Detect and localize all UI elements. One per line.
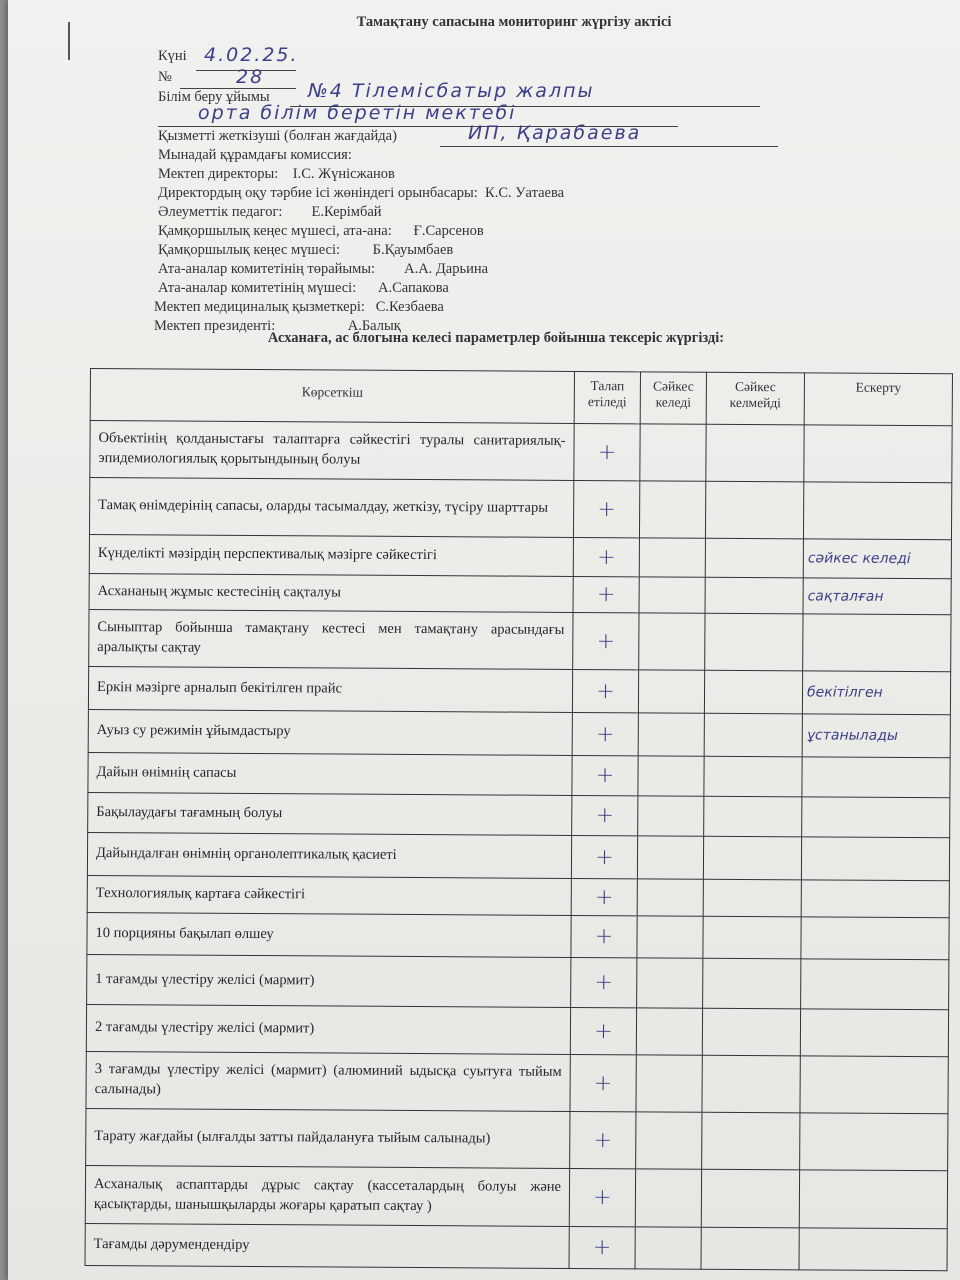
- table-row: [85, 1223, 947, 1270]
- table-row: [88, 666, 950, 714]
- table-row: [87, 832, 949, 880]
- col-compliant-header: Сәйкес келеді: [640, 372, 706, 424]
- commission-member: Мектеп президенті: А.Балық: [154, 318, 401, 334]
- table-row: [86, 1108, 948, 1170]
- table-row: [87, 912, 949, 959]
- compliant-cell: [637, 958, 703, 1008]
- indicator-cell: Асханалық аспаптарды дұрыс сақтау (кассеталардың болуы және қасықтарды, шанышқыларды жоғары қаратып сақтау ): [85, 1165, 569, 1226]
- compliant-cell: [637, 836, 703, 879]
- noncompliant-cell: [701, 1169, 799, 1228]
- noncompliant-cell: [704, 670, 802, 714]
- indicator-cell: Ауыз су режимін ұйымдастыру: [88, 709, 572, 755]
- noncompliant-cell: [702, 1008, 800, 1056]
- note-cell: [802, 757, 950, 798]
- noncompliant-cell: [705, 481, 803, 539]
- commission-member: Ата-аналар комитетінің мүшесі: А.Сапакова: [158, 280, 449, 296]
- required-cell: +: [573, 537, 639, 576]
- school-value-line2: орта білім беретін мектебі: [198, 102, 517, 124]
- required-cell: +: [569, 1226, 635, 1268]
- compliant-cell: [639, 481, 705, 538]
- supplier-value: ИП, Қарабаева: [468, 122, 642, 144]
- required-cell: +: [572, 755, 638, 795]
- indicator-cell: Тамақ өнімдерінің сапасы, оларды тасымалдау, жеткізу, түсіру шарттары: [89, 478, 573, 538]
- required-cell: +: [570, 1054, 636, 1111]
- compliant-cell: [637, 879, 703, 916]
- table-row: [85, 1165, 947, 1228]
- required-cell: +: [573, 612, 639, 669]
- table-row: [88, 792, 950, 837]
- compliant-cell: [637, 916, 703, 958]
- noncompliant-cell: [702, 1055, 800, 1113]
- number-value: 28: [236, 66, 265, 88]
- required-cell: +: [571, 915, 637, 957]
- required-cell: +: [573, 576, 639, 612]
- note-cell: [801, 837, 949, 881]
- compliant-cell: [638, 756, 704, 796]
- noncompliant-cell: [703, 916, 801, 959]
- school-label: Білім беру ұйымы: [158, 89, 270, 105]
- commission-member: Мектеп медициналық қызметкері: С.Кезбаева: [154, 299, 444, 315]
- required-cell: +: [571, 957, 637, 1007]
- compliant-cell: [636, 1112, 702, 1169]
- commission-member: Ата-аналар комитетінің төрайымы: А.А. Дарьина: [158, 261, 489, 277]
- indicator-cell: Дайын өнімнің сапасы: [88, 752, 572, 795]
- required-cell: +: [572, 669, 638, 712]
- commission-member: Қамқоршылық кеңес мүшесі: Б.Қауымбаев: [158, 242, 454, 258]
- note-cell: [803, 614, 951, 672]
- note-cell: бекітілген: [802, 671, 950, 715]
- noncompliant-cell: [705, 577, 803, 614]
- noncompliant-cell: [705, 613, 803, 671]
- noncompliant-cell: [704, 713, 802, 757]
- required-cell: +: [570, 1111, 636, 1168]
- date-value: 4.02.25.: [204, 44, 299, 66]
- table-row: [89, 534, 951, 578]
- table-row: [88, 709, 950, 757]
- commission-member: Директордың оқу тәрбие ісі жөніндегі орынбасары: К.С. Уатаева: [158, 185, 565, 201]
- indicator-cell: Дайындалған өнімнің органолептикалық қасиеті: [87, 832, 571, 878]
- col-indicator-header: Көрсеткіш: [90, 369, 574, 424]
- noncompliant-cell: [705, 538, 803, 578]
- required-cell: +: [572, 795, 638, 835]
- compliant-cell: [639, 577, 705, 613]
- indicator-cell: 10 порцияны бақылап өлшеу: [87, 912, 571, 957]
- indicator-cell: 3 тағамды үлестіру желісі (мармит) (алюминий ыдысқа суытуға тыйым салынады): [86, 1051, 570, 1111]
- supplier-label: Қызметті жеткізуші (болған жағдайда): [158, 128, 397, 144]
- note-cell: [799, 1170, 947, 1229]
- indicator-cell: Тарату жағдайы (ылғалды затты пайдалануға тыйым салынады): [86, 1108, 570, 1168]
- note-cell: [801, 959, 949, 1010]
- required-cell: +: [573, 480, 639, 537]
- table-row: [86, 1004, 948, 1056]
- noncompliant-cell: [704, 796, 802, 837]
- note-cell: [804, 425, 952, 483]
- indicator-cell: Объектінің қолданыстағы талаптарға сәйкестігі туралы санитариялық-эпидемиологиялық қорытындының болуы: [90, 421, 574, 481]
- required-cell: +: [571, 835, 637, 878]
- noncompliant-cell: [701, 1227, 799, 1270]
- commission-member: Мектеп директоры: І.С. Жүнісжанов: [158, 166, 395, 182]
- compliant-cell: [638, 796, 704, 836]
- indicator-cell: Күнделікті мәзірдің перспективалық мәзірге сәйкестігі: [89, 534, 573, 576]
- required-cell: +: [572, 712, 638, 755]
- required-cell: +: [571, 878, 637, 915]
- inspection-table: [85, 368, 953, 1271]
- indicator-cell: Технологиялық картаға сәйкестігі: [87, 875, 571, 915]
- compliant-cell: [635, 1169, 701, 1227]
- table-row: [87, 954, 949, 1009]
- col-note-header: Ескерту: [804, 373, 952, 426]
- noncompliant-cell: [703, 958, 801, 1009]
- indicator-cell: Асхананың жұмыс кестесінің сақталуы: [89, 573, 573, 612]
- table-row: [89, 609, 951, 671]
- table-row: [88, 752, 950, 797]
- table-row: [87, 875, 949, 917]
- note-cell: ұстанылады: [802, 714, 950, 758]
- compliant-cell: [640, 424, 706, 481]
- note-cell: сақталған: [803, 578, 951, 615]
- note-cell: [800, 1113, 948, 1171]
- section-title: Асханаға, ас блогына келесі параметрлер бойынша тексеріс жүргізді:: [267, 330, 725, 346]
- commission-member: Қамқоршылық кеңес мүшесі, ата-ана: Ғ.Сарсенов: [158, 223, 484, 239]
- note-cell: [803, 482, 951, 540]
- indicator-cell: 2 тағамды үлестіру желісі (мармит): [86, 1004, 570, 1054]
- indicator-cell: 1 тағамды үлестіру желісі (мармит): [87, 954, 571, 1007]
- noncompliant-cell: [703, 836, 801, 880]
- commission-member: Әлеуметтік педагог: Е.Керімбай: [158, 204, 382, 220]
- table-row: [89, 478, 951, 540]
- compliant-cell: [638, 670, 704, 713]
- col-noncompliant-header: Сәйкес келмейді: [706, 372, 804, 425]
- compliant-cell: [635, 1227, 701, 1269]
- indicator-cell: Сыныптар бойынша тамақтану кестесі мен тамақтану арасындағы аралықты сақтау: [89, 609, 573, 669]
- col-required-header: Талап етіледі: [574, 371, 640, 423]
- note-cell: [800, 1009, 948, 1057]
- note-cell: [802, 797, 950, 838]
- compliant-cell: [639, 613, 705, 670]
- note-cell: [800, 1056, 948, 1114]
- noncompliant-cell: [702, 1112, 800, 1170]
- compliant-cell: [636, 1055, 702, 1112]
- note-cell: [801, 880, 949, 918]
- indicator-cell: Тағамды дәрумендендіру: [85, 1223, 569, 1268]
- compliant-cell: [638, 713, 704, 756]
- indicator-cell: Бақылаудағы тағамның болуы: [88, 792, 572, 835]
- note-cell: [801, 917, 949, 960]
- date-label: Күні: [158, 48, 187, 64]
- compliant-cell: [639, 538, 705, 577]
- noncompliant-cell: [704, 756, 802, 797]
- required-cell: +: [574, 423, 640, 480]
- table-row: [89, 573, 951, 614]
- noncompliant-cell: [706, 424, 804, 482]
- required-cell: +: [569, 1168, 635, 1226]
- note-cell: сәйкес келеді: [803, 539, 951, 579]
- table-row: [86, 1051, 948, 1113]
- note-cell: [799, 1228, 947, 1271]
- commission-label: Мынадай құрамдағы комиссия:: [158, 147, 352, 163]
- compliant-cell: [636, 1008, 702, 1055]
- school-value-line1: №4 Тілемісбатыр жалпы: [308, 80, 595, 102]
- document-title: Тамақтану сапасына мониторинг жүргізу актісі: [356, 14, 672, 30]
- indicator-cell: Еркін мәзірге арналып бекітілген прайс: [88, 666, 572, 712]
- required-cell: +: [570, 1007, 636, 1054]
- table-body: [85, 421, 952, 1271]
- table-header-row: [90, 369, 952, 426]
- table-row: [90, 421, 952, 483]
- document-page: [8, 0, 960, 1280]
- noncompliant-cell: [703, 879, 801, 917]
- number-label: №: [158, 69, 172, 85]
